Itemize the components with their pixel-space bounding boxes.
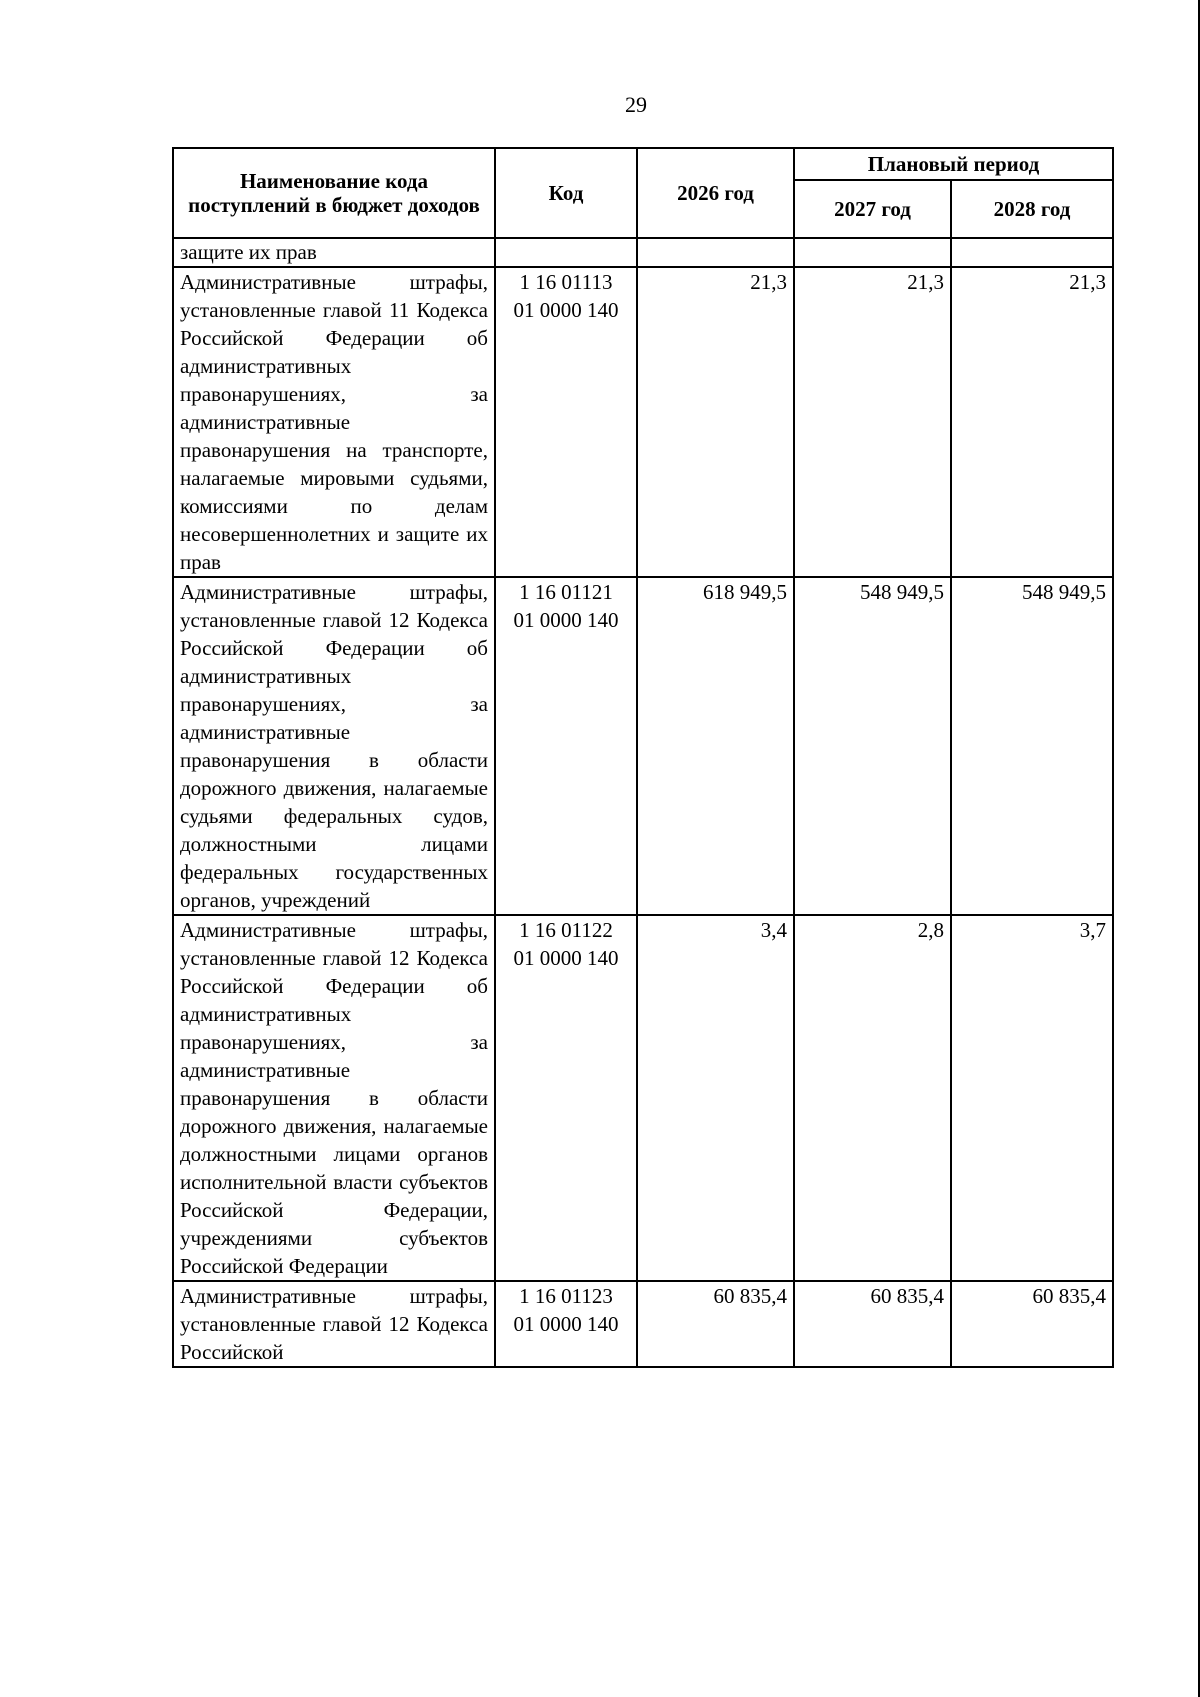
cell-2028: 548 949,5 <box>951 577 1113 915</box>
cell-code <box>495 238 637 267</box>
cell-2028: 21,3 <box>951 267 1113 577</box>
cell-name: Административные штрафы, установленные главой 12 Кодекса Российской Федерации об административных правонарушениях, за административные правонарушения в области дорожного движения, налагаемые судьями федеральных судов, должностными лицами федеральных государственных органов, учреждений <box>173 577 495 915</box>
cell-2027 <box>794 238 951 267</box>
cell-code: 1 16 01122 01 0000 140 <box>495 915 637 1281</box>
header-code: Код <box>495 148 637 238</box>
header-2028: 2028 год <box>951 180 1113 238</box>
header-planned-period: Плановый период <box>794 148 1113 180</box>
cell-name: Административные штрафы, установленные главой 11 Кодекса Российской Федерации об административных правонарушениях, за административные правонарушения на транспорте, налагаемые мировыми судьями, комиссиями по делам несовершеннолетних и защите их прав <box>173 267 495 577</box>
table-row-continuation <box>173 238 1113 267</box>
table-row <box>173 267 1113 577</box>
cell-code: 1 16 01113 01 0000 140 <box>495 267 637 577</box>
cell-2027: 60 835,4 <box>794 1281 951 1367</box>
cell-2028 <box>951 238 1113 267</box>
cell-2026: 3,4 <box>637 915 794 1281</box>
table-row <box>173 577 1113 915</box>
cell-name: защите их прав <box>173 238 495 267</box>
cell-code: 1 16 01123 01 0000 140 <box>495 1281 637 1367</box>
page-number: 29 <box>625 92 647 117</box>
header-2027: 2027 год <box>794 180 951 238</box>
header-2026: 2026 год <box>637 148 794 238</box>
cell-2026: 618 949,5 <box>637 577 794 915</box>
cell-code: 1 16 01121 01 0000 140 <box>495 577 637 915</box>
cell-2028: 60 835,4 <box>951 1281 1113 1367</box>
cell-2027: 2,8 <box>794 915 951 1281</box>
table-row <box>173 1281 1113 1367</box>
header-name: Наименование кода поступлений в бюджет доходов <box>173 148 495 238</box>
cell-2026 <box>637 238 794 267</box>
cell-2027: 21,3 <box>794 267 951 577</box>
revenue-table <box>172 147 1114 1368</box>
cell-2026: 21,3 <box>637 267 794 577</box>
cell-name: Административные штрафы, установленные главой 12 Кодекса Российской Федерации об административных правонарушениях, за административные правонарушения в области дорожного движения, налагаемые должностными лицами органов исполнительной власти субъектов Российской Федерации, учреждениями субъектов Российской Федерации <box>173 915 495 1281</box>
table-row <box>173 915 1113 1281</box>
cell-2026: 60 835,4 <box>637 1281 794 1367</box>
cell-2027: 548 949,5 <box>794 577 951 915</box>
cell-name: Административные штрафы, установленные главой 12 Кодекса Российской <box>173 1281 495 1367</box>
cell-2028: 3,7 <box>951 915 1113 1281</box>
